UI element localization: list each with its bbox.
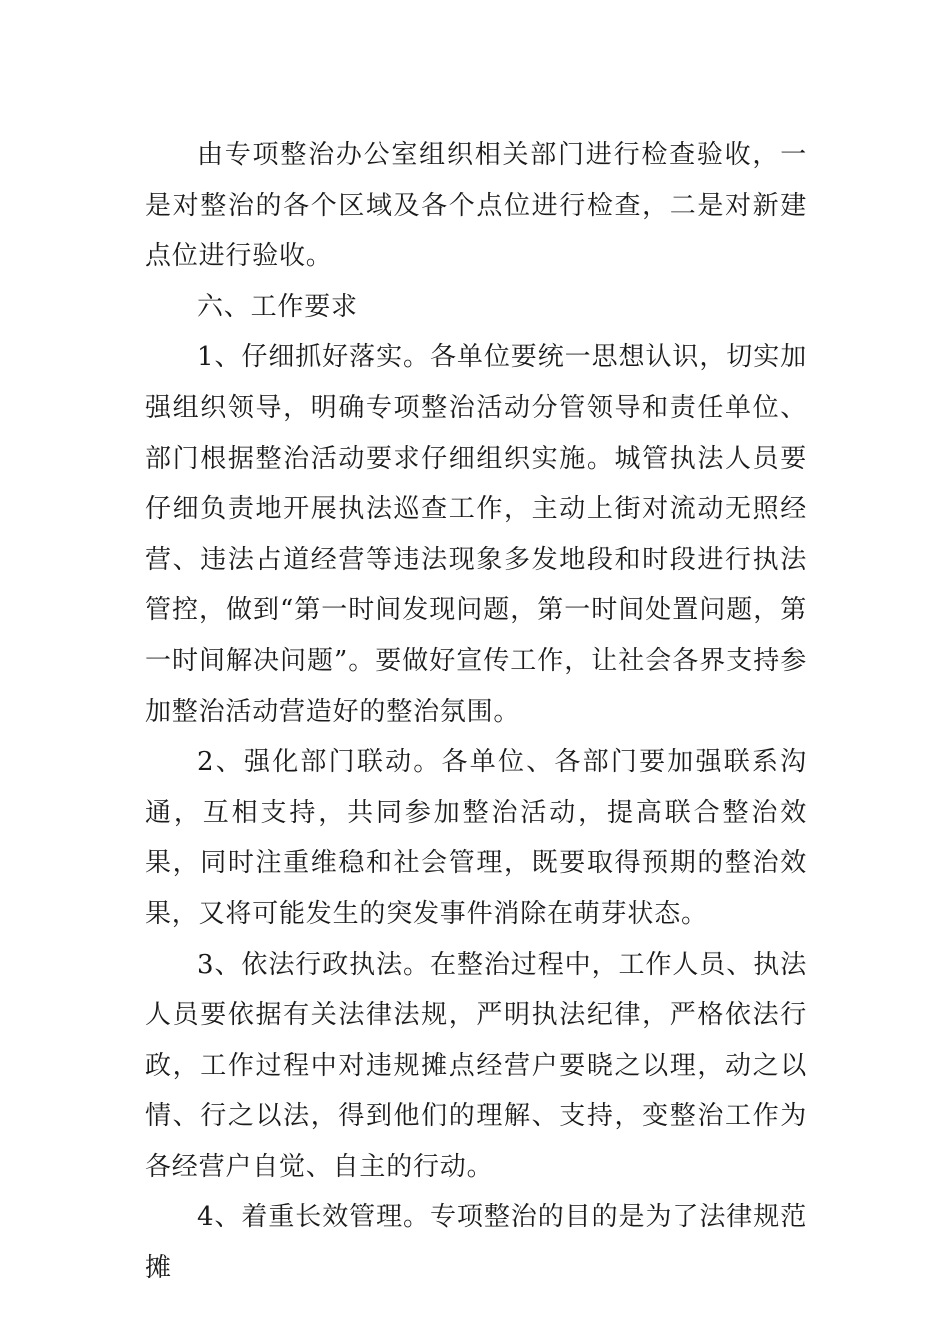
paragraph-inspection: 由专项整治办公室组织相关部门进行检查验收，一是对整治的各个区域及各个点位进行检查，二是对新建点位进行验收。 — [145, 140, 807, 272]
section-heading-work-requirements: 六、工作要求 — [197, 291, 358, 322]
document-body — [145, 130, 807, 1294]
paragraph-requirement-4: 4、着重长效管理。专项整治的目的是为了法律规范摊 — [145, 1202, 807, 1284]
paragraph-requirement-3: 3、依法行政执法。在整治过程中，工作人员、执法人员要依据有关法律法规，严明执法纪律，严格依法行政，工作过程中对违规摊点经营户要晓之以理，动之以情、行之以法，得到他们的理解、支持，变整治工作为各经营户自觉、自主的行动。 — [145, 949, 807, 1182]
paragraph-requirement-1: 1、仔细抓好落实。各单位要统一思想认识，切实加强组织领导，明确专项整治活动分管领导和责任单位、部门根据整治活动要求仔细组织实施。城管执法人员要仔细负责地开展执法巡查工作，主动上街对流动无照经营、违法占道经营等违法现象多发地段和时段进行执法管控，做到“第一时间发现问题，第一时间处置问题，第一时间解决问题”。要做好宣传工作，让社会各界支持参加整治活动营造好的整治氛围。 — [145, 342, 807, 727]
paragraph-requirement-2: 2、强化部门联动。各单位、各部门要加强联系沟通，互相支持，共同参加整治活动，提高联合整治效果，同时注重维稳和社会管理，既要取得预期的整治效果，又将可能发生的突发事件消除在萌芽状态。 — [145, 747, 807, 929]
